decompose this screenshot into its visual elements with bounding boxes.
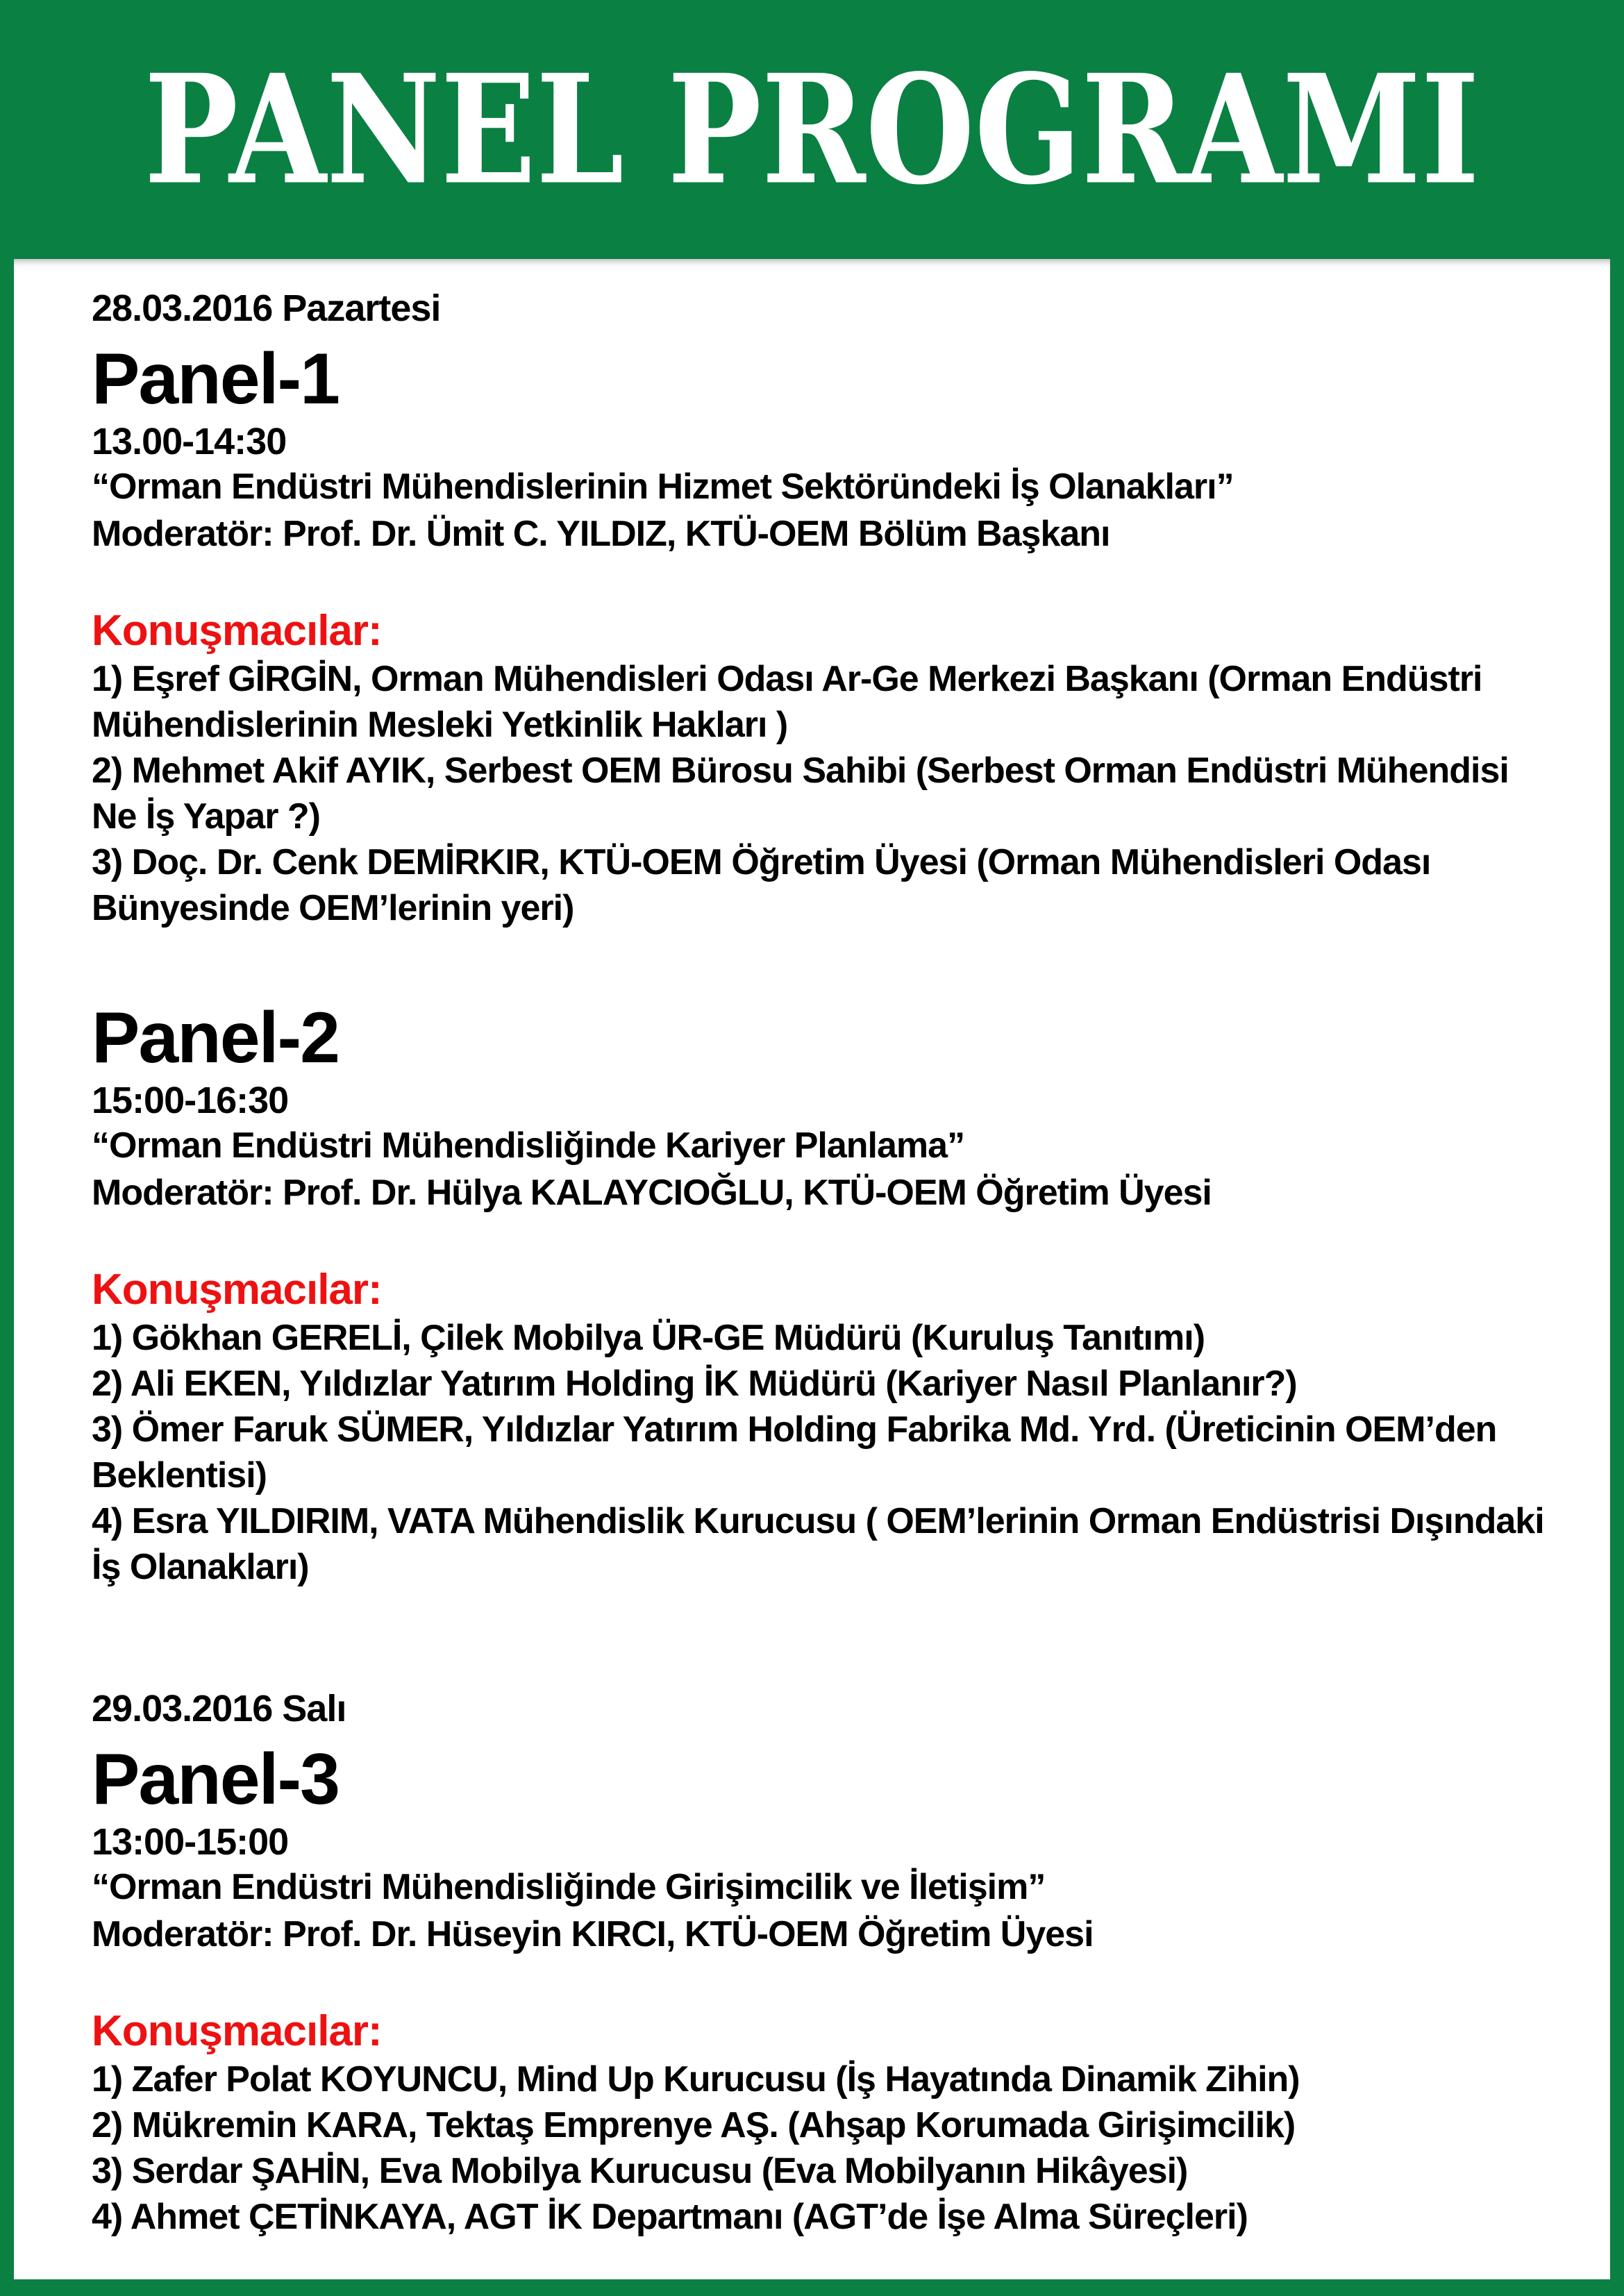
- panel-1-speakers-label: Konuşmacılar:: [92, 607, 382, 655]
- panel-1-moderator: Moderatör: Prof. Dr. Ümit C. YILDIZ, KTÜ-OEM Bölüm Başkanı: [92, 514, 1110, 554]
- panel-2-speaker-4: 4) Esra YILDIRIM, VATA Mühendislik Kurucusu ( OEM’lerinin Orman Endüstrisi Dışındaki İş Olanakları): [92, 1501, 1544, 1587]
- panel-3-topic: “Orman Endüstri Mühendisliğinde Girişimcilik ve İletişim”: [92, 1867, 1046, 1907]
- panel-2-time: 15:00-16:30: [92, 1080, 289, 1121]
- panel-2-speaker-3: 3) Ömer Faruk SÜMER, Yıldızlar Yatırım Holding Fabrika Md. Yrd. (Üreticinin OEM’den Beklentisi): [92, 1409, 1497, 1495]
- panel-2-speaker-2: 2) Ali EKEN, Yıldızlar Yatırım Holding İK Müdürü (Kariyer Nasıl Planlanır?): [92, 1364, 1297, 1404]
- panel-2-topic: “Orman Endüstri Mühendisliğinde Kariyer Planlama”: [92, 1125, 965, 1166]
- panel-3-speaker-2: 2) Mükremin KARA, Tektaş Emprenye AŞ. (Ahşap Korumada Girişimcilik): [92, 2105, 1296, 2145]
- panel-3-speaker-1: 1) Zafer Polat KOYUNCU, Mind Up Kurucusu (İş Hayatında Dinamik Zihin): [92, 2059, 1300, 2100]
- panel-1-speaker-2: 2) Mehmet Akif AYIK, Serbest OEM Bürosu Sahibi (Serbest Orman Endüstri Mühendisi Ne İş Yapar ?): [92, 751, 1509, 837]
- poster-title: PANEL PROGRAMI: [144, 41, 1480, 217]
- panel-2-moderator: Moderatör: Prof. Dr. Hülya KALAYCIOĞLU, KTÜ-OEM Öğretim Üyesi: [92, 1173, 1212, 1213]
- panel-3-speakers-label: Konuşmacılar:: [92, 2007, 382, 2055]
- panel-1-time: 13.00-14:30: [92, 421, 287, 462]
- panel-3-speaker-4: 4) Ahmet ÇETİNKAYA, AGT İK Departmanı (AGT’de İşe Alma Süreçleri): [92, 2197, 1248, 2237]
- panel-1-heading: Panel-1: [92, 339, 339, 419]
- day-2-date: 29.03.2016 Salı: [92, 1688, 346, 1729]
- panel-1-speaker-3: 3) Doç. Dr. Cenk DEMİRKIR, KTÜ-OEM Öğretim Üyesi (Orman Mühendisleri Odası Bünyesinde OEM’lerinin yeri): [92, 842, 1431, 928]
- panel-3-moderator: Moderatör: Prof. Dr. Hüseyin KIRCI, KTÜ-OEM Öğretim Üyesi: [92, 1914, 1094, 1954]
- panel-1-speaker-1: 1) Eşref GİRGİN, Orman Mühendisleri Odası Ar-Ge Merkezi Başkanı (Orman Endüstri Mühendislerinin Mesleki Yetkinlik Hakları ): [92, 659, 1482, 745]
- panel-3-heading: Panel-3: [92, 1739, 339, 1820]
- panel-3-speaker-3: 3) Serdar ŞAHİN, Eva Mobilya Kurucusu (Eva Mobilyanın Hikâyesi): [92, 2151, 1188, 2191]
- panel-2-speakers-label: Konuşmacılar:: [92, 1266, 382, 1314]
- program-content-area: [14, 259, 1610, 2279]
- poster-header-banner: [0, 0, 1624, 259]
- panel-2-heading: Panel-2: [92, 998, 339, 1078]
- panel-1-topic: “Orman Endüstri Mühendislerinin Hizmet Sektöründeki İş Olanakları”: [92, 467, 1234, 507]
- day-1-date: 28.03.2016 Pazartesi: [92, 287, 441, 329]
- panel-2-speaker-1: 1) Gökhan GERELİ, Çilek Mobilya ÜR-GE Müdürü (Kuruluş Tanıtımı): [92, 1318, 1205, 1358]
- panel-3-time: 13:00-15:00: [92, 1821, 289, 1863]
